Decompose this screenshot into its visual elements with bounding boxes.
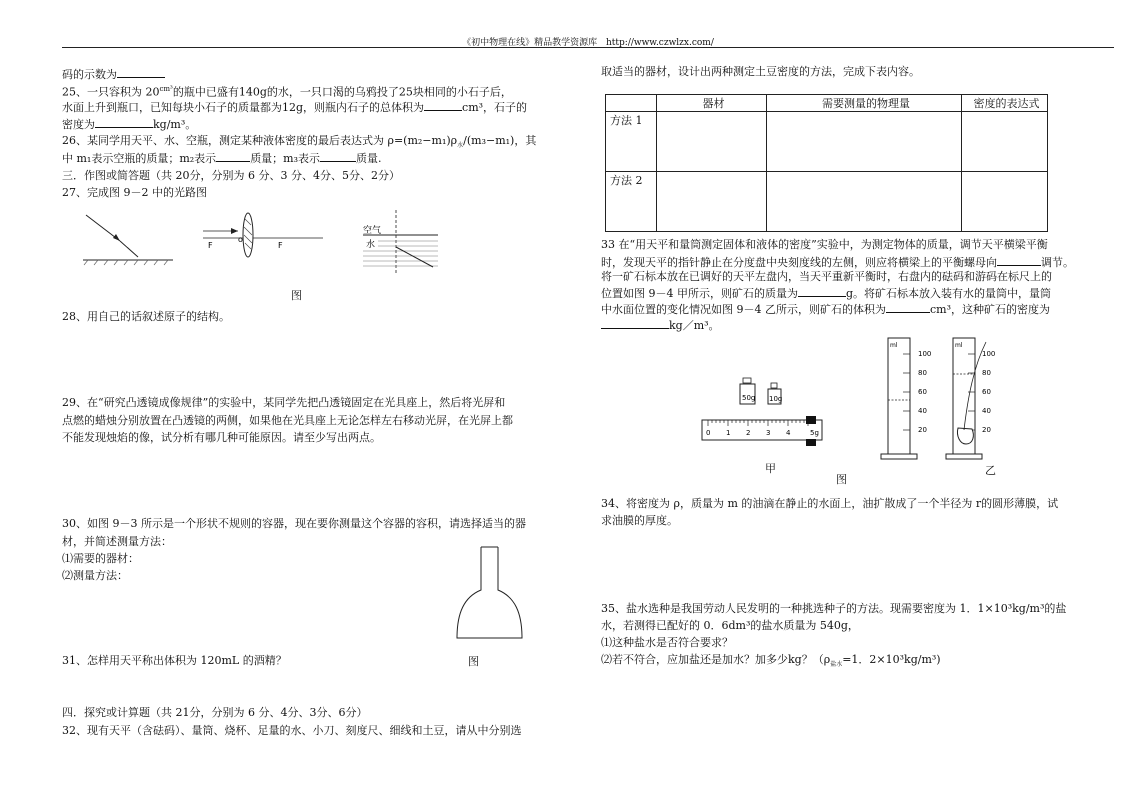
table-row-label: 方法 1 bbox=[606, 112, 657, 172]
cylinder-before bbox=[881, 338, 931, 459]
svg-text:50g: 50g bbox=[742, 394, 756, 402]
question-26-line-1: 26、某同学用天平、水、空瓶，测定某种液体密度的最后表达式为 $\rho=(m_2-m_1)\rho_水/(m_3-m_1)$，其 bbox=[62, 134, 537, 150]
svg-text:F: F bbox=[208, 241, 213, 250]
question-28: 28、用自己的话叙述原子的结构。 bbox=[62, 310, 230, 323]
table-header-cell: 密度的表达式 bbox=[962, 95, 1048, 112]
table-header-cell bbox=[606, 95, 657, 112]
svg-text:ml: ml bbox=[955, 342, 963, 349]
table-cell[interactable] bbox=[962, 112, 1048, 172]
question-35-line-1: 35、盐水选种是我国劳动人民发明的一种挑选种子的方法。现需要密度为 1．1×10³kg/m³的盐 bbox=[601, 602, 1067, 615]
question-30-line-1: 30、如图 9－3 所示是一个形状不规则的容器，现在要你测量这个容器的容积，请选择适当的器 bbox=[62, 517, 526, 530]
svg-text:5g: 5g bbox=[810, 429, 819, 437]
question-30-line-2: 材，并简述测量方法： bbox=[62, 535, 172, 548]
table-cell[interactable] bbox=[767, 172, 962, 232]
air-label: 空气 bbox=[363, 226, 382, 236]
svg-text:100: 100 bbox=[918, 350, 932, 358]
svg-text:60: 60 bbox=[918, 388, 927, 396]
question-34-line-2: 求油膜的厚度。 bbox=[601, 514, 678, 527]
table-header-cell: 需要测量的物理量 bbox=[767, 95, 962, 112]
answer-blank[interactable] bbox=[216, 151, 250, 162]
question-29-line-1: 29、在“研究凸透镜成像规律”的实验中，某同学先把凸透镜固定在光具座上，然后将光屏和 bbox=[62, 396, 506, 409]
section-4-title: 四．探究或计算题（共 21分，分别为 6 分、4分、3分、6分） bbox=[62, 706, 368, 719]
svg-text:2: 2 bbox=[746, 429, 751, 437]
svg-text:1: 1 bbox=[726, 429, 731, 437]
svg-text:0: 0 bbox=[706, 429, 711, 437]
question-26-line-2: 中 m₁表示空瓶的质量；m₂表示 质量；m₃表示 质量. bbox=[62, 152, 382, 165]
table-cell[interactable] bbox=[962, 172, 1048, 232]
rider bbox=[806, 416, 816, 424]
right-line-1: 取适当的器材，设计出两种测定土豆密度的方法，完成下表内容。 bbox=[601, 65, 920, 78]
question-33-line-4: 位置如图 9－4 甲所示，则矿石的质量为 g。将矿石标本放入装有水的量筒中，量筒 bbox=[601, 287, 1052, 300]
answer-blank[interactable] bbox=[997, 255, 1041, 266]
question-30-item-1: ⑴需要的器材： bbox=[62, 552, 139, 565]
figure-label-jia: 甲 bbox=[765, 462, 776, 475]
figure-caption: 图 bbox=[836, 473, 847, 486]
question-27: 27、完成图 9－2 中的光路图 bbox=[62, 186, 207, 199]
question-25-line-3: 密度为 kg/m³。 bbox=[62, 118, 197, 131]
balance-scale-figure bbox=[698, 376, 830, 456]
table-row-label: 方法 2 bbox=[606, 172, 657, 232]
question-33-line-3: 将一矿石标本放在已调好的天平左盘内，当天平重新平衡时，右盘内的砝码和游码在标尺上的 bbox=[601, 270, 1052, 283]
measuring-cylinder-figure bbox=[878, 336, 1003, 464]
header-url: http://www.czwlzx.com/ bbox=[606, 38, 714, 48]
header-source: 《初中物理在线》精品教学资源库 bbox=[462, 38, 598, 48]
figure-caption: 图 bbox=[468, 655, 479, 668]
method-table bbox=[605, 94, 1048, 232]
question-32: 32、现有天平（含砝码）、量筒、烧杯、足量的水、小刀、刻度尺、细线和土豆，请从中分别选 bbox=[62, 724, 522, 737]
svg-text:o: o bbox=[238, 235, 243, 244]
table-cell[interactable] bbox=[767, 112, 962, 172]
svg-text:20: 20 bbox=[918, 426, 927, 434]
convex-lens bbox=[243, 213, 253, 257]
answer-blank[interactable] bbox=[95, 117, 153, 128]
question-34-line-1: 34、将密度为 ρ，质量为 m 的油滴在静止的水面上，油扩散成了一个半径为 r的圆形薄膜，试 bbox=[601, 497, 1059, 510]
optics-figure bbox=[78, 205, 438, 285]
cylinder-after bbox=[946, 338, 995, 459]
question-29-line-2: 点燃的蜡烛分别放置在凸透镜的两侧，如果他在光具座上无论怎样左右移动光屏，在光屏上都 bbox=[62, 414, 513, 427]
svg-text:3: 3 bbox=[766, 429, 771, 437]
answer-blank[interactable] bbox=[798, 286, 846, 297]
question-33-line-1: 33 在“用天平和量筒测定固体和液体的密度”实验中，为测定物体的质量，调节天平横梁平衡 bbox=[601, 238, 1048, 251]
question-35-item-1: ⑴这种盐水是否符合要求？ bbox=[601, 636, 733, 649]
question-33-line-6: kg／m³。 bbox=[601, 318, 720, 333]
question-25-line-2: 水面上升到瓶口，已知每块小石子的质量都为12g，则瓶内石子的总体积为 cm³，石子的 bbox=[62, 101, 528, 114]
question-30-item-2: ⑵测量方法： bbox=[62, 569, 128, 582]
table-row bbox=[606, 112, 1048, 172]
svg-text:20: 20 bbox=[982, 426, 991, 434]
question-33-line-2: 时，发现天平的指针静止在分度盘中央刻度线的左侧，则应将横梁上的平衡螺母向 调节。 bbox=[601, 256, 1074, 269]
table-cell[interactable] bbox=[657, 172, 767, 232]
svg-text:4: 4 bbox=[786, 429, 791, 437]
answer-blank[interactable] bbox=[320, 151, 356, 162]
answer-blank[interactable] bbox=[886, 302, 930, 313]
table-header-cell: 器材 bbox=[657, 95, 767, 112]
answer-blank[interactable] bbox=[424, 100, 462, 111]
question-33-line-5: 中水面位置的变化情况如图 9－4 乙所示，则矿石的体积为 cm³，这种矿石的密度为 bbox=[601, 303, 1051, 316]
flask-figure bbox=[452, 545, 527, 643]
svg-text:F: F bbox=[278, 241, 283, 250]
water-label: 水 bbox=[366, 240, 376, 250]
section-3-title: 三．作图或简答题（共 20分，分别为 6 分、3 分、4分、5分、2分） bbox=[62, 169, 400, 182]
svg-text:80: 80 bbox=[982, 369, 991, 377]
table-cell[interactable] bbox=[657, 112, 767, 172]
table-row bbox=[606, 172, 1048, 232]
svg-text:10g: 10g bbox=[769, 395, 783, 403]
question-35-line-2: 水，若测得已配好的 0．6dm³的盐水质量为 540g， bbox=[601, 619, 859, 632]
svg-text:80: 80 bbox=[918, 369, 927, 377]
question-25-line-1: 25、一只容积为 $20^{cm^3}$的瓶中已盛有140g的水，一只口渴的乌鸦投了25块相同的小石子后， bbox=[62, 85, 512, 99]
svg-text:40: 40 bbox=[982, 407, 991, 415]
svg-text:60: 60 bbox=[982, 388, 991, 396]
left-line-1: 码的示数为 bbox=[62, 67, 165, 82]
question-35-item-2: ⑵若不符合，应加盐还是加水？加多少kg？（$\rho_{盐水}=1$．2×10³kg/m³) bbox=[601, 653, 941, 669]
svg-text:ml: ml bbox=[890, 342, 898, 349]
svg-text:100: 100 bbox=[982, 350, 996, 358]
answer-blank[interactable] bbox=[117, 67, 165, 78]
figure-caption: 图 bbox=[291, 289, 302, 302]
figure-label-yi: 乙 bbox=[985, 464, 996, 477]
page-header bbox=[62, 35, 1114, 48]
svg-text:40: 40 bbox=[918, 407, 927, 415]
answer-blank[interactable] bbox=[601, 318, 669, 329]
question-31: 31、怎样用天平称出体积为 120mL 的酒精？ bbox=[62, 654, 287, 667]
question-29-line-3: 不能发现烛焰的像，试分析有哪几种可能原因。请至少写出两点。 bbox=[62, 431, 381, 444]
